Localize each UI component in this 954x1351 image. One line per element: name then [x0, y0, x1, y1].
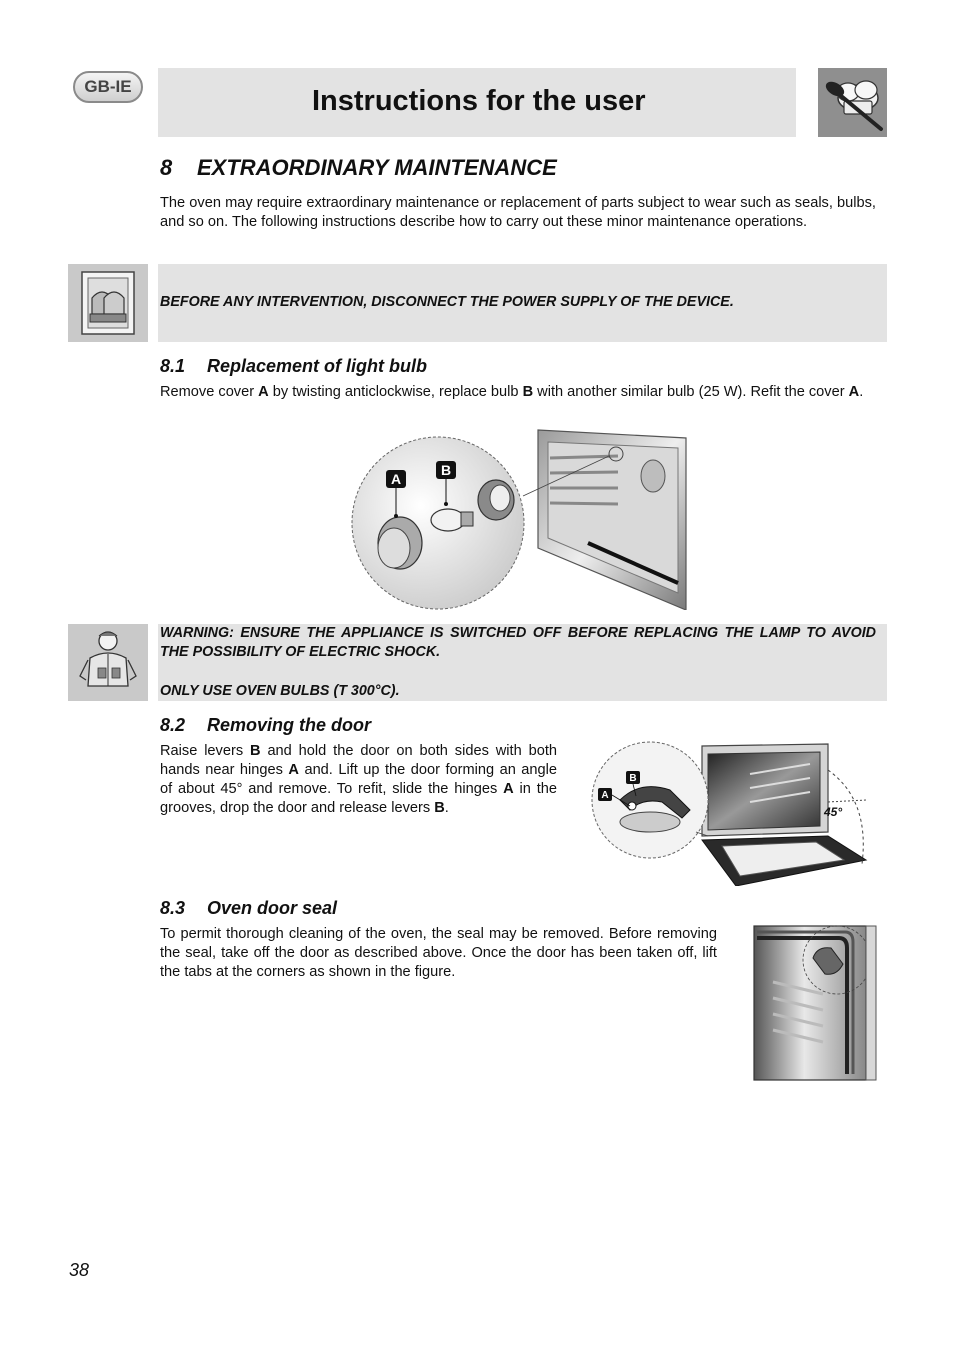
- text-run: Raise levers: [160, 743, 251, 759]
- power-switch-icon: [68, 264, 148, 342]
- subsection-title: Removing the door: [207, 715, 372, 735]
- light-bulb-figure: [348, 428, 688, 610]
- door-instructions: [160, 742, 557, 818]
- label-a: A: [288, 762, 299, 778]
- label-a: A: [258, 384, 269, 400]
- bulb-type-text: ONLY USE OVEN BULBS (T 300°C).: [160, 683, 400, 699]
- door-removal-figure: [590, 740, 876, 886]
- technician-icon: [68, 624, 148, 701]
- warning-text: WARNING: ENSURE THE APPLIANCE IS SWITCHED OFF BEFORE REPLACING THE LAMP TO AVOID THE POSSIBILITY OF ELECTRIC SHOCK.: [160, 625, 876, 660]
- subsection-heading-8-3: [160, 898, 337, 919]
- language-badge: GB-IE: [73, 71, 143, 103]
- text-run: by twisting anticlockwise, replace bulb: [268, 384, 523, 400]
- label-a: A: [503, 781, 514, 797]
- figure-label-a: A: [601, 790, 609, 801]
- angle-label: 45°: [824, 805, 843, 819]
- door-seal-instructions: To permit thorough cleaning of the oven, the seal may be removed. Before removing the seal, take off the door as described above. Once the door has been taken off, lift the tabs at the corners as shown in the figure.: [160, 926, 717, 980]
- notice-text: BEFORE ANY INTERVENTION, DISCONNECT THE POWER SUPPLY OF THE DEVICE.: [160, 294, 734, 310]
- figure-label-a: A: [390, 471, 402, 487]
- label-b: B: [522, 384, 534, 400]
- section-title: EXTRAORDINARY MAINTENANCE: [197, 155, 557, 180]
- section-number: 8: [160, 155, 173, 180]
- door-seal-figure: [753, 924, 877, 1081]
- figure-label-b: B: [629, 773, 637, 784]
- subsection-title: Replacement of light bulb: [207, 356, 428, 376]
- label-b: B: [250, 743, 261, 759]
- label-b: B: [434, 800, 445, 816]
- label-a: A: [848, 384, 860, 400]
- text-run: and. Lift up the door forming an angle of about 45° and remove. To refit, slide the hinges: [160, 762, 558, 797]
- text-run: with another similar bulb (25 W). Refit the cover: [533, 384, 849, 400]
- bulb-instructions: [160, 383, 876, 402]
- page-number: 38: [69, 1260, 90, 1280]
- intro-paragraph: The oven may require extraordinary maintenance or replacement of parts subject to wear such as seals, bulbs, and so on. The following instructions describe how to carry out these minor maintenance operations.: [160, 195, 876, 230]
- text-run: .: [444, 800, 449, 816]
- text-run: .: [859, 384, 864, 400]
- section-heading: [160, 155, 557, 181]
- figure-label-b: B: [440, 462, 452, 478]
- chef-hat-spoon-icon: [818, 68, 887, 137]
- page-title: Instructions for the user: [312, 85, 646, 117]
- subsection-number: 8.1: [160, 356, 186, 376]
- subsection-heading-8-1: [160, 356, 427, 377]
- text-run: Remove cover: [160, 384, 259, 400]
- subsection-number: 8.2: [160, 715, 186, 735]
- subsection-heading-8-2: [160, 715, 371, 736]
- text-run: in the grooves, drop the door and release levers: [160, 781, 557, 816]
- subsection-title: Oven door seal: [207, 898, 338, 918]
- text-run: and hold the door on both sides with both hands near hinges: [160, 743, 557, 778]
- subsection-number: 8.3: [160, 898, 186, 918]
